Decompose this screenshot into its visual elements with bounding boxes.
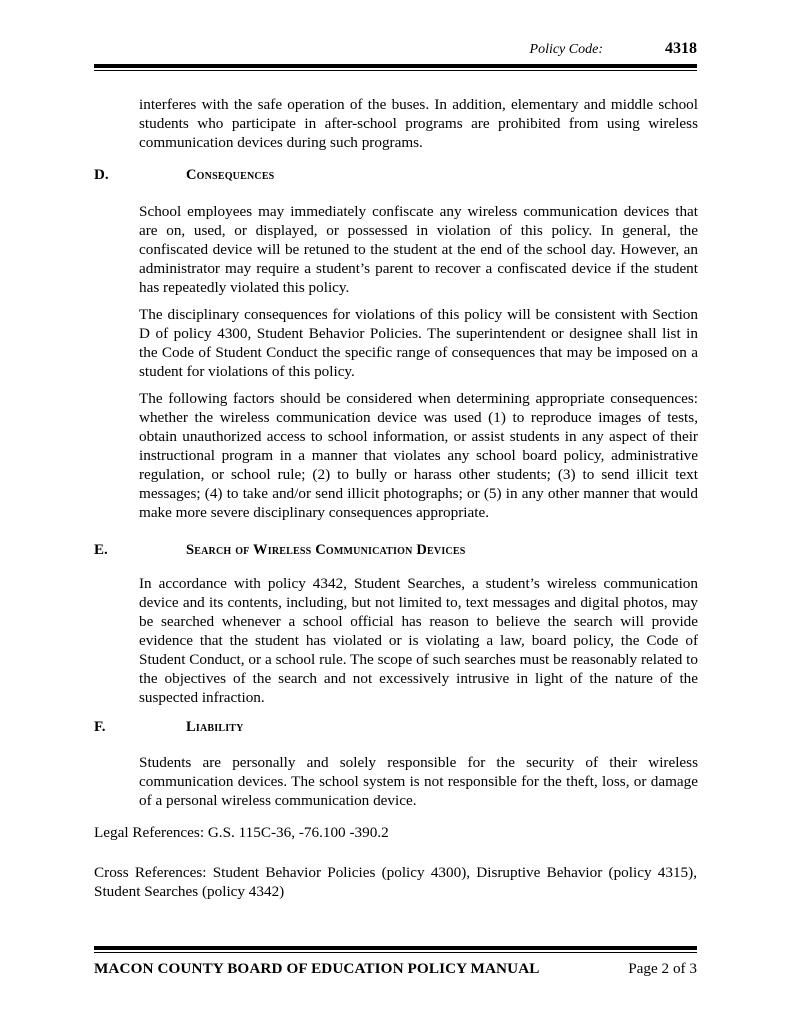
page-number: Page 2 of 3 bbox=[628, 960, 697, 977]
section-e-title: Search of Wireless Communication Devices bbox=[186, 542, 466, 558]
section-d-title: Consequences bbox=[186, 167, 275, 183]
section-e-paragraph-1: In accordance with policy 4342, Student Searches, a student’s wireless communication device and its contents, including, but not limited to, text messages and digital photos, may be searched whenever a school official has reason to believe the search will provide evidence that the student has violated or is violating a law, board policy, the Code of Student Conduct, or a school rule. The scope of such searches must be reasonably related to the objectives of the search and not excessively intrusive in light of the nature of the suspected infraction. bbox=[139, 575, 698, 706]
section-f-paragraph-1: Students are personally and solely responsible for the security of their wireless communication devices. The school system is not responsible for the theft, loss, or damage of a personal wireless communication device. bbox=[139, 754, 698, 809]
section-d-paragraph-1: School employees may immediately confiscate any wireless communication devices that are on, used, or displayed, or possessed in violation of this policy. In general, the confiscated device will be retuned to the student at the end of the school day. However, an administrator may require a student’s parent to recover a confiscated device if the student has repeatedly violated this policy. bbox=[139, 203, 698, 296]
footer-rule bbox=[94, 946, 697, 953]
legal-references: Legal References: G.S. 115C-36, -76.100 -390.2 bbox=[94, 824, 389, 841]
section-d-letter: D. bbox=[94, 167, 109, 183]
section-f-letter: F. bbox=[94, 719, 106, 735]
page-header bbox=[94, 40, 697, 60]
page-footer bbox=[94, 960, 697, 978]
intro-paragraph: interferes with the safe operation of the buses. In addition, elementary and middle school students who participate in after-school programs are prohibited from using wireless communication devices during such programs. bbox=[139, 96, 698, 151]
cross-references: Cross References: Student Behavior Policies (policy 4300), Disruptive Behavior (policy 4315), Student Searches (policy 4342) bbox=[94, 864, 697, 900]
policy-code-label: Policy Code: bbox=[529, 42, 603, 57]
section-d-paragraph-3: The following factors should be considered when determining appropriate consequences: whether the wireless communication device was used (1) to reproduce images of tests, obtain unauthorized access to school information, or assist students in any aspect of their instructional program in a manner that violates any school board policy, administrative regulation, or school rule; (2) to bully or harass other students; (3) to send illicit text messages; (4) to take and/or send illicit photographs; or (5) in any other manner that would make more severe disciplinary consequences appropriate. bbox=[139, 390, 698, 521]
section-f-title: Liability bbox=[186, 719, 244, 735]
policy-code-value: 4318 bbox=[665, 40, 697, 57]
header-rule bbox=[94, 64, 697, 71]
section-d-paragraph-2: The disciplinary consequences for violations of this policy will be consistent with Section D of policy 4300, Student Behavior Policies. The superintendent or designee shall list in the Code of Student Conduct the specific range of consequences that may be imposed on a student for violations of this policy. bbox=[139, 306, 698, 380]
manual-title: MACON COUNTY BOARD OF EDUCATION POLICY MANUAL bbox=[94, 960, 540, 977]
section-e-letter: E. bbox=[94, 542, 108, 558]
